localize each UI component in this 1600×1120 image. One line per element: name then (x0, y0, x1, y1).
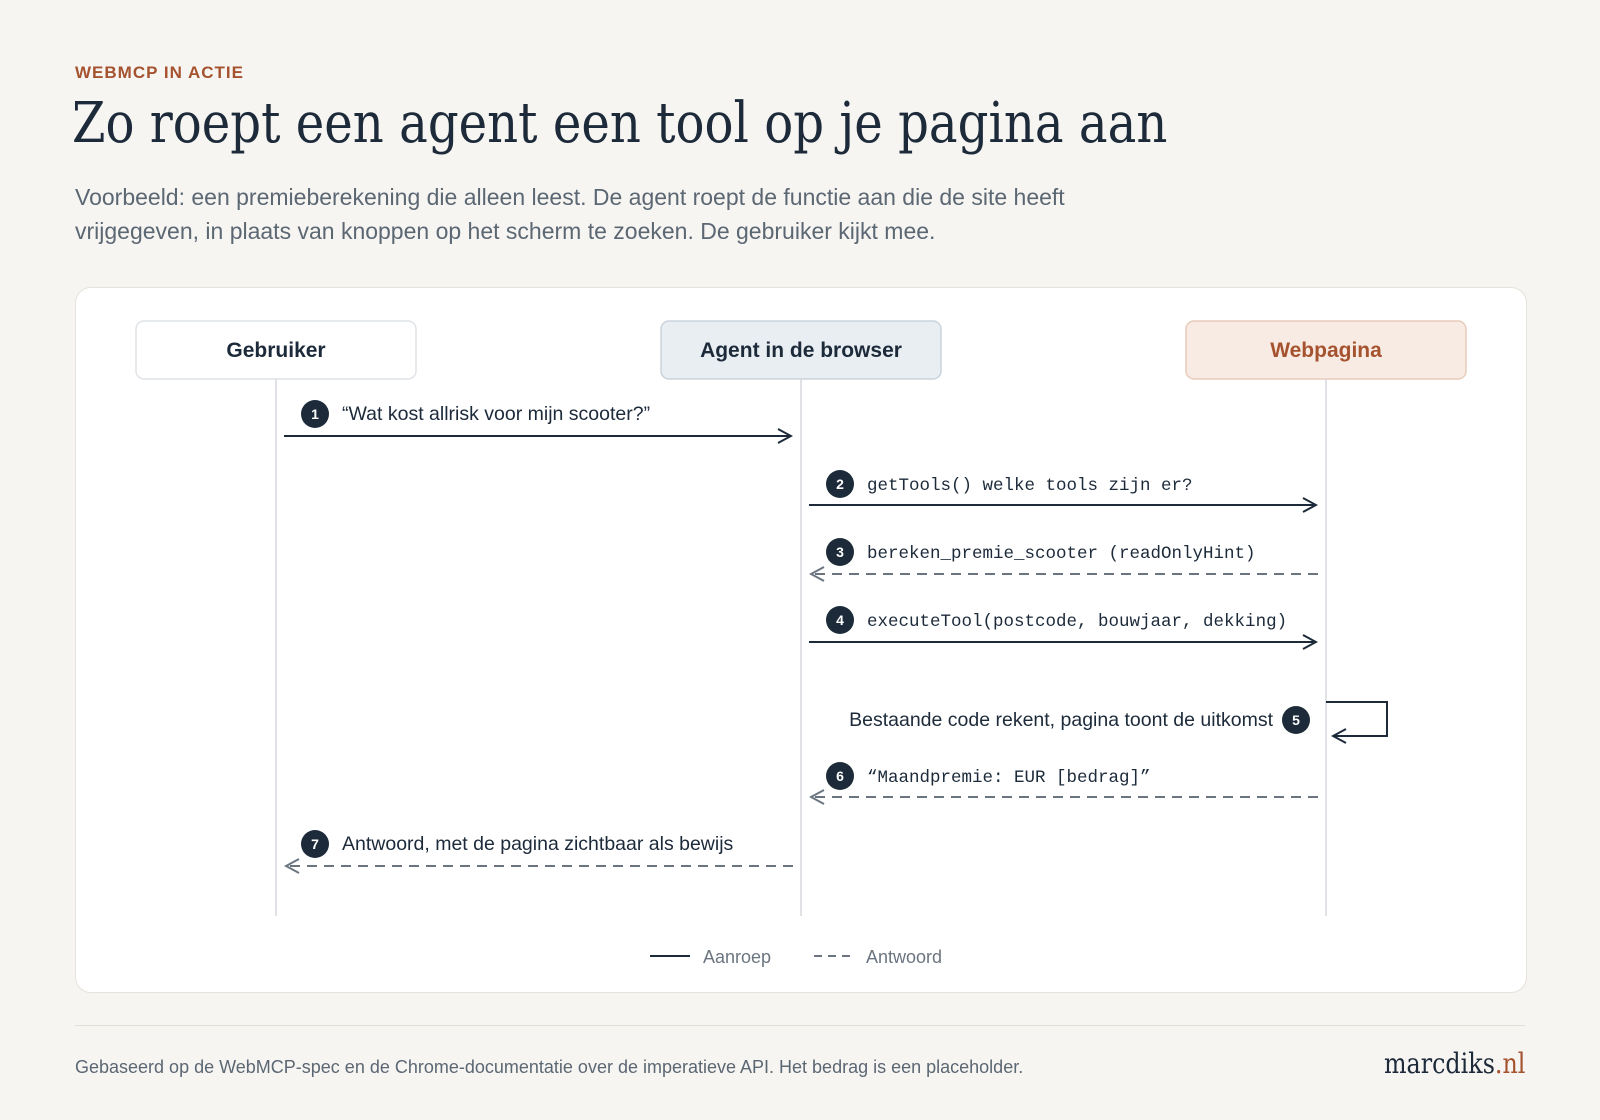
step-badge-4-number: 4 (836, 612, 844, 628)
message-5-label: Bestaande code rekent, pagina toont de uitkomst (849, 709, 1273, 731)
participant-user (136, 321, 416, 379)
eyebrow: WEBMCP IN ACTIE (75, 63, 244, 82)
step-badge-3-number: 3 (836, 544, 844, 560)
message-7 (286, 830, 793, 866)
message-3-label: bereken_premie_scooter (readOnlyHint) (867, 544, 1256, 564)
step-badge-1-number: 1 (311, 406, 319, 422)
footer-divider (75, 1025, 1525, 1026)
legend-response-label: Antwoord (866, 947, 943, 967)
legend (650, 947, 942, 967)
message-1-label: “Wat kost allrisk voor mijn scooter?” (342, 403, 651, 425)
step-badge-2-number: 2 (836, 476, 844, 492)
message-2-label: getTools() welke tools zijn er? (867, 476, 1193, 496)
page-subtitle: Voorbeeld: een premieberekening die alleen leest. De agent roept de functie aan die de site heeft vrijgegeven, in plaats van knoppen op het scherm te zoeken. De gebruiker kijkt mee. (75, 184, 1065, 244)
message-4-label: executeTool(postcode, bouwjaar, dekking) (867, 612, 1288, 632)
footnote: Gebaseerd op de WebMCP-spec en de Chrome-documentatie over de imperatieve API. Het bedrag is een placeholder. (75, 1057, 1024, 1077)
step-badge-6-number: 6 (836, 768, 844, 784)
message-6 (811, 762, 1318, 797)
participant-agent-label: Agent in de browser (700, 339, 902, 362)
message-2 (809, 470, 1316, 505)
message-3 (811, 538, 1318, 574)
participant-page-label: Webpagina (1270, 339, 1382, 362)
message-7-label: Antwoord, met de pagina zichtbaar als bewijs (342, 833, 734, 855)
step-badge-7-number: 7 (311, 836, 319, 852)
brand-logo[interactable] (1384, 1047, 1525, 1080)
sequence-diagram (76, 288, 1526, 992)
legend-call-label: Aanroep (703, 947, 772, 967)
message-5 (849, 702, 1387, 736)
sequence-diagram-card (75, 287, 1527, 993)
participant-page (1186, 321, 1466, 379)
participant-agent (661, 321, 941, 379)
message-6-label: “Maandpremie: EUR [bedrag]” (867, 768, 1151, 788)
brand-name: marcdiks (1383, 1047, 1495, 1080)
message-4 (809, 606, 1316, 642)
page-title: Zo roept een agent een tool op je pagina aan (72, 91, 1168, 156)
step-badge-5-number: 5 (1292, 712, 1300, 728)
brand-tld: .nl (1494, 1047, 1525, 1080)
message-1 (284, 400, 791, 436)
participant-user-label: Gebruiker (226, 339, 326, 362)
